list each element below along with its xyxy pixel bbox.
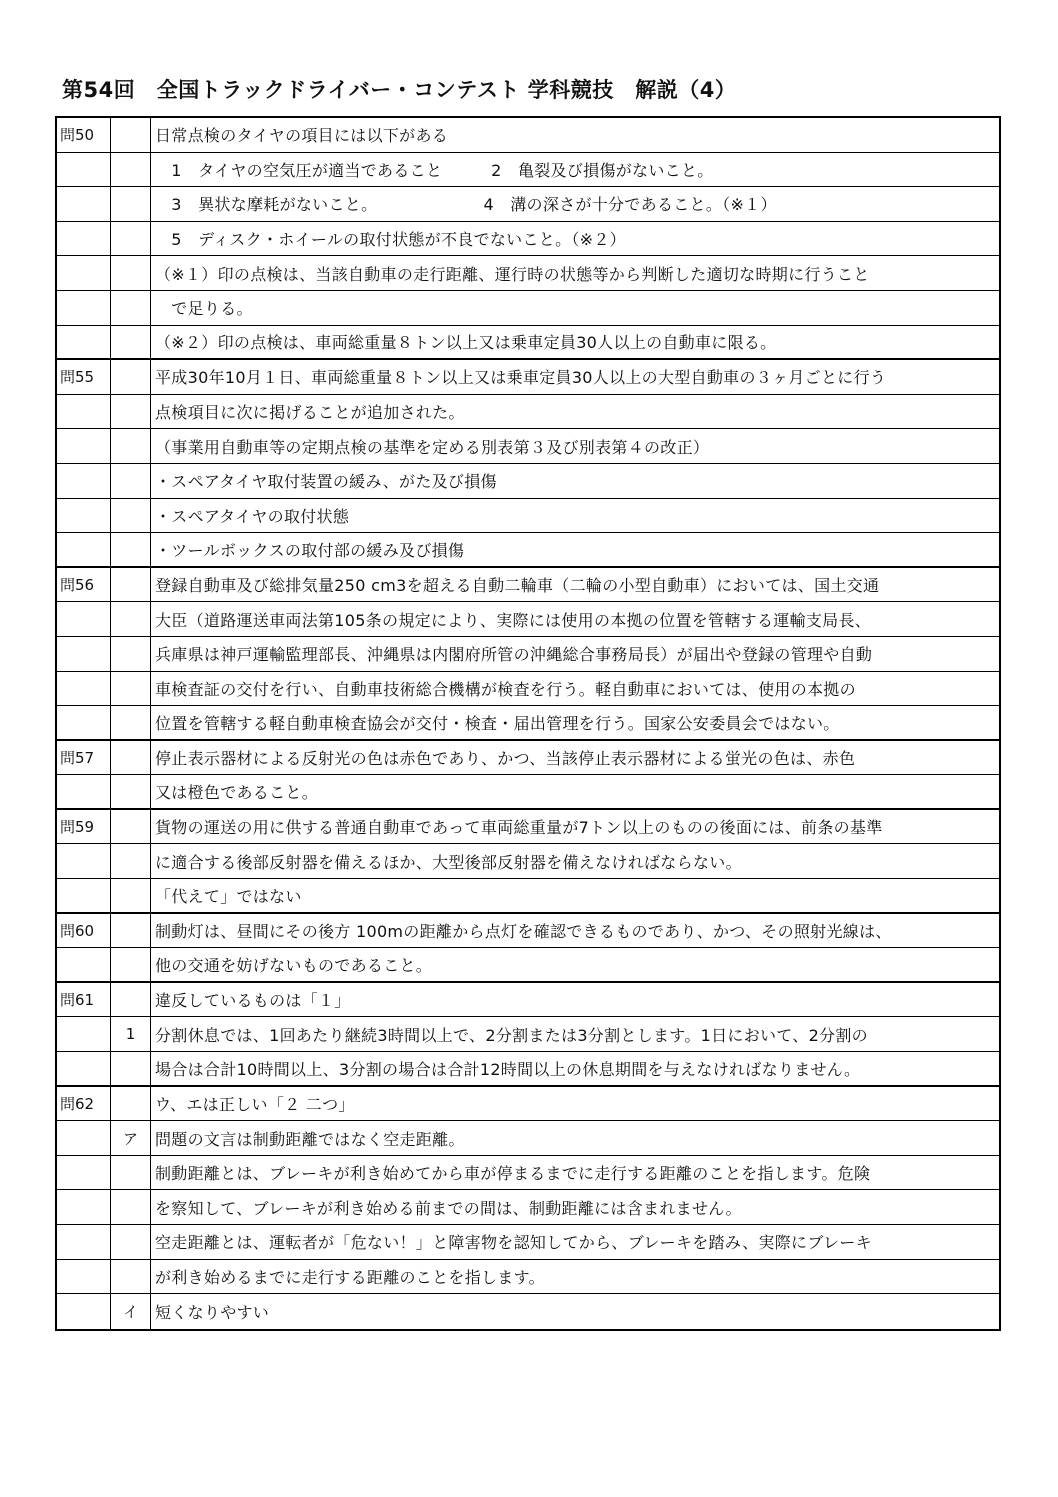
- explanation-text-cell: 位置を管轄する軽自動車検査協会が交付・検査・届出管理を行う。国家公安委員会ではない。: [155, 713, 840, 733]
- question-number-cell: 問56: [57, 568, 111, 602]
- explanation-text-cell: （※２）印の点検は、車両総重量８トン以上又は乗車定員30人以上の自動車に限る。: [155, 333, 777, 353]
- sub-item-cell: [111, 1156, 151, 1190]
- explanation-table: [55, 116, 1001, 1331]
- table-row: [57, 291, 999, 326]
- sub-item-cell: [111, 533, 151, 566]
- table-row: [57, 672, 999, 707]
- explanation-text-cell: 制動距離とは、ブレーキが利き始めてから車が停まるまでに走行する距離のことを指します。危険: [155, 1164, 871, 1184]
- sub-item-cell: [111, 326, 151, 359]
- table-row: [57, 1190, 999, 1225]
- question-number-cell: [57, 326, 111, 359]
- sub-item-cell: [111, 118, 151, 152]
- table-row: [57, 1260, 999, 1295]
- question-number-cell: [57, 1156, 111, 1190]
- explanation-text-cell: ・スペアタイヤ取付装置の緩み、がた及び損傷: [155, 472, 497, 492]
- table-row: [57, 464, 999, 499]
- explanation-text-cell: 制動灯は、昼間にその後方 100mの距離から点灯を確認できるものであり、かつ、その照射光線は、: [155, 921, 892, 941]
- explanation-text-cell: 大臣（道路運送車両法第105条の規定により、実際には使用の本拠の位置を管轄する運輸支局長、: [155, 610, 872, 630]
- question-number-cell: 問61: [57, 983, 111, 1017]
- table-row: [57, 568, 999, 603]
- sub-item-cell: [111, 464, 151, 498]
- explanation-text-cell: （事業用自動車等の定期点検の基準を定める別表第３及び別表第４の改正）: [155, 437, 710, 457]
- sub-item-cell: [111, 775, 151, 808]
- table-row: [57, 256, 999, 291]
- sub-item-cell: [111, 395, 151, 429]
- table-row: [57, 810, 999, 845]
- page-title: 第54回 全国トラックドライバー・コンテスト 学科競技 解説（4）: [62, 78, 737, 102]
- sub-item-cell: [111, 1052, 151, 1085]
- question-number-cell: 問50: [57, 118, 111, 152]
- table-row: [57, 1052, 999, 1087]
- explanation-text-cell: 分割休息では、1回あたり継続3時間以上で、2分割または3分割とします。1日において、2分割の: [155, 1025, 868, 1045]
- explanation-text-cell: 車検査証の交付を行い、自動車技術総合機構が検査を行う。軽自動車においては、使用の本拠の: [155, 679, 856, 699]
- explanation-text-cell: に適合する後部反射器を備えるほか、大型後部反射器を備えなければならない。: [155, 852, 742, 872]
- table-row: [57, 948, 999, 983]
- question-number-cell: [57, 1260, 111, 1294]
- sub-item-cell: [111, 429, 151, 463]
- sub-item-cell: [111, 1225, 151, 1259]
- table-row: [57, 499, 999, 534]
- sub-item-cell: [111, 741, 151, 775]
- question-number-cell: [57, 187, 111, 221]
- explanation-text-cell: 1 タイヤの空気圧が適当であること 2 亀裂及び損傷がないこと。: [155, 160, 714, 180]
- sub-item-cell: [111, 948, 151, 981]
- table-row: [57, 222, 999, 257]
- question-number-cell: [57, 1052, 111, 1085]
- question-number-cell: [57, 1294, 111, 1329]
- sub-item-cell: [111, 1087, 151, 1121]
- explanation-text-cell: （※１）印の点検は、当該自動車の走行距離、運行時の状態等から判断した適切な時期に行うこと: [155, 264, 870, 284]
- explanation-text-cell: ・スペアタイヤの取付状態: [155, 506, 350, 526]
- question-number-cell: [57, 637, 111, 671]
- table-row: [57, 741, 999, 776]
- sub-item-cell: [111, 568, 151, 602]
- sub-item-cell: [111, 499, 151, 533]
- question-number-cell: [57, 291, 111, 325]
- sub-item-cell: ア: [111, 1121, 151, 1155]
- sub-item-cell: [111, 914, 151, 948]
- table-row: [57, 706, 999, 741]
- table-row: [57, 775, 999, 810]
- table-row: [57, 983, 999, 1018]
- sub-item-cell: [111, 153, 151, 187]
- table-row: [57, 844, 999, 879]
- table-row: [57, 429, 999, 464]
- sub-item-cell: [111, 879, 151, 912]
- question-number-cell: [57, 1017, 111, 1051]
- table-row: [57, 533, 999, 568]
- table-row: [57, 326, 999, 361]
- question-number-cell: [57, 602, 111, 636]
- sub-item-cell: [111, 672, 151, 706]
- table-row: [57, 879, 999, 914]
- sub-item-cell: [111, 1190, 151, 1224]
- question-number-cell: [57, 1225, 111, 1259]
- explanation-text-cell: 5 ディスク・ホイールの取付状態が不良でないこと。（※２）: [155, 230, 626, 250]
- explanation-text-cell: が利き始めるまでに走行する距離のことを指します。: [155, 1267, 545, 1287]
- sub-item-cell: 1: [111, 1017, 151, 1051]
- sub-item-cell: [111, 187, 151, 221]
- question-number-cell: [57, 533, 111, 566]
- table-row: [57, 1017, 999, 1052]
- question-number-cell: 問55: [57, 360, 111, 394]
- question-number-cell: [57, 1121, 111, 1155]
- table-row: [57, 1156, 999, 1191]
- explanation-text-cell: 兵庫県は神戸運輸監理部長、沖縄県は内閣府所管の沖縄総合事務局長）が届出や登録の管理や自動: [155, 645, 873, 665]
- question-number-cell: [57, 672, 111, 706]
- table-row: [57, 1225, 999, 1260]
- question-number-cell: [57, 499, 111, 533]
- sub-item-cell: [111, 1260, 151, 1294]
- sub-item-cell: [111, 360, 151, 394]
- question-number-cell: 問57: [57, 741, 111, 775]
- question-number-cell: [57, 948, 111, 981]
- explanation-text-cell: 停止表示器材による反射光の色は赤色であり、かつ、当該停止表示器材による蛍光の色は、赤色: [155, 748, 856, 768]
- explanation-text-cell: を察知して、ブレーキが利き始める前までの間は、制動距離には含まれません。: [155, 1198, 742, 1218]
- table-row: [57, 637, 999, 672]
- explanation-text-cell: 貨物の運送の用に供する普通自動車であって車両総重量が7トン以上のものの後面には、前条の基準: [155, 818, 883, 838]
- question-number-cell: [57, 464, 111, 498]
- table-row: [57, 1087, 999, 1122]
- sub-item-cell: [111, 983, 151, 1017]
- question-number-cell: 問60: [57, 914, 111, 948]
- table-row: [57, 395, 999, 430]
- table-row: [57, 914, 999, 949]
- sub-item-cell: [111, 844, 151, 878]
- question-number-cell: 問59: [57, 810, 111, 844]
- explanation-text-cell: ウ、エは正しい「２ 二つ」: [155, 1094, 355, 1114]
- explanation-text-cell: 「代えて」ではない: [155, 886, 302, 906]
- explanation-text-cell: 平成30年10月１日、車両総重量８トン以上又は乗車定員30人以上の大型自動車の３ヶ月ごとに行う: [155, 368, 887, 388]
- explanation-text-cell: 他の交通を妨げないものであること。: [155, 956, 433, 976]
- explanation-text-cell: 3 異状な摩耗がないこと。 4 溝の深さが十分であること。（※１）: [155, 195, 777, 215]
- question-number-cell: [57, 1190, 111, 1224]
- explanation-text-cell: 問題の文言は制動距離ではなく空走距離。: [155, 1129, 465, 1149]
- question-number-cell: [57, 879, 111, 912]
- question-number-cell: [57, 775, 111, 808]
- question-number-cell: [57, 429, 111, 463]
- sub-item-cell: [111, 222, 151, 256]
- question-number-cell: [57, 256, 111, 290]
- sub-item-cell: [111, 291, 151, 325]
- question-number-cell: 問62: [57, 1087, 111, 1121]
- table-row: [57, 153, 999, 188]
- table-row: [57, 187, 999, 222]
- explanation-text-cell: 日常点検のタイヤの項目には以下がある: [155, 126, 449, 146]
- explanation-text-cell: 又は橙色であること。: [155, 783, 319, 803]
- explanation-text-cell: 違反しているものは「１」: [155, 991, 351, 1011]
- sub-item-cell: [111, 706, 151, 739]
- sub-item-cell: [111, 810, 151, 844]
- explanation-text-cell: 登録自動車及び総排気量250 cm3を超える自動二輪車（二輪の小型自動車）においては、国土交通: [155, 576, 880, 596]
- sub-item-cell: [111, 256, 151, 290]
- table-row: [57, 118, 999, 153]
- question-number-cell: [57, 844, 111, 878]
- table-row: [57, 1121, 999, 1156]
- table-row: [57, 602, 999, 637]
- explanation-text-cell: で足りる。: [155, 299, 253, 319]
- question-number-cell: [57, 153, 111, 187]
- explanation-text-cell: 場合は合計10時間以上、3分割の場合は合計12時間以上の休息期間を与えなければなりません。: [155, 1059, 861, 1079]
- table-row: [57, 1294, 999, 1329]
- explanation-text-cell: 空走距離とは、運転者が「危ない！」と障害物を認知してから、ブレーキを踏み、実際にブレーキ: [155, 1233, 872, 1253]
- table-row: [57, 360, 999, 395]
- question-number-cell: [57, 395, 111, 429]
- sub-item-cell: [111, 637, 151, 671]
- question-number-cell: [57, 222, 111, 256]
- sub-item-cell: [111, 602, 151, 636]
- explanation-text-cell: 短くなりやすい: [155, 1302, 270, 1322]
- explanation-text-cell: 点検項目に次に掲げることが追加された。: [155, 403, 465, 423]
- question-number-cell: [57, 706, 111, 739]
- sub-item-cell: イ: [111, 1294, 151, 1329]
- explanation-text-cell: ・ツールボックスの取付部の緩み及び損傷: [155, 540, 465, 560]
